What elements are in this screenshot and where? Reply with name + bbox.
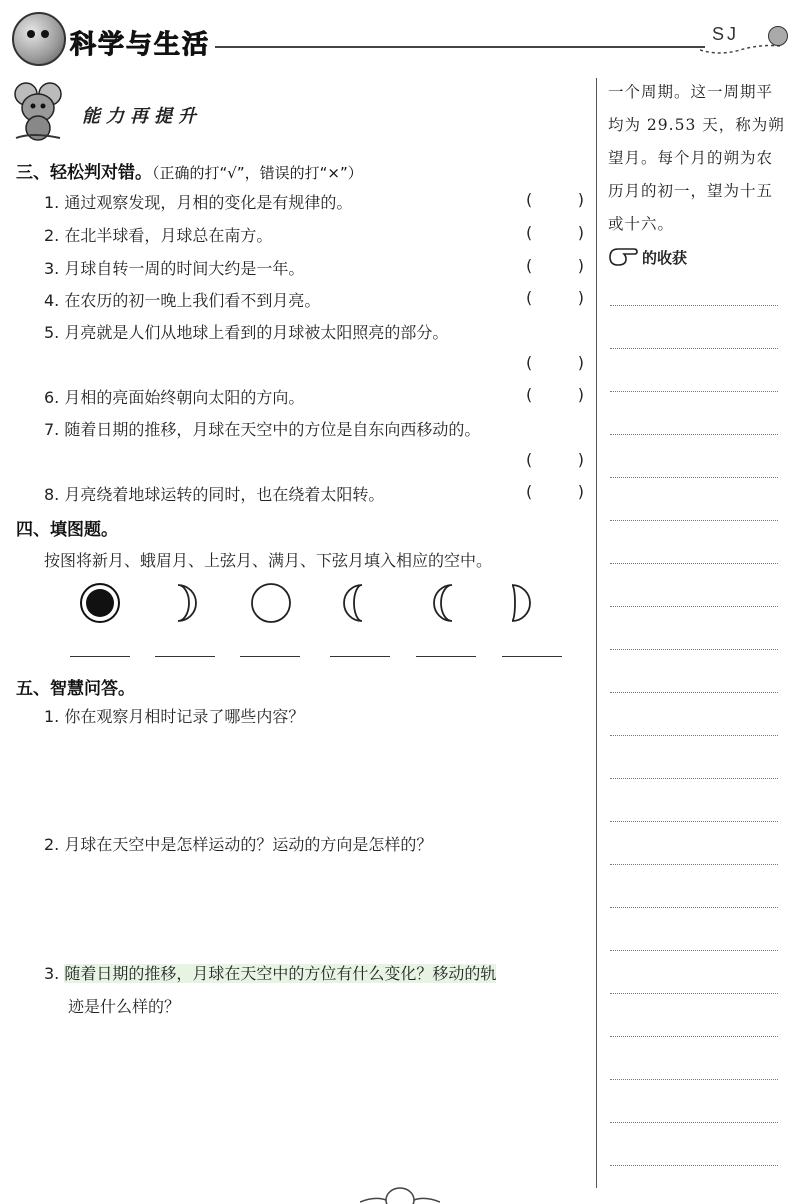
judge-item-4 <box>44 288 320 311</box>
note-line[interactable] <box>610 950 778 951</box>
paren-close: ) <box>577 385 584 404</box>
answer-box-3[interactable] <box>526 256 584 275</box>
section5-heading: 五、智慧问答。 <box>16 679 135 699</box>
note-line[interactable] <box>610 692 778 693</box>
note-line[interactable] <box>610 391 778 392</box>
note-line[interactable] <box>610 649 778 650</box>
judge-item-6 <box>44 385 304 408</box>
note-line[interactable] <box>610 993 778 994</box>
note-line[interactable] <box>610 778 778 779</box>
harvest-heading <box>608 246 687 268</box>
note-line[interactable] <box>610 1122 778 1123</box>
page-number-ornament-icon <box>360 1186 440 1204</box>
paren-open: ( <box>526 256 533 275</box>
answer-box-7[interactable] <box>526 450 584 469</box>
note-line[interactable] <box>610 305 778 306</box>
header-divider <box>215 46 705 48</box>
sidebar-line: 均为 29.53 天，称为朔 <box>608 116 785 134</box>
answer-box-4[interactable] <box>526 288 584 307</box>
section4-instruction: 按图将新月、蛾眉月、上弦月、满月、下弦月填入相应的空中。 <box>44 551 493 570</box>
item-text: 在农历的初一晚上我们看不到月亮。 <box>64 291 321 310</box>
pointing-hand-icon <box>608 246 638 268</box>
page-header <box>0 0 800 70</box>
item-text: 月亮就是人们从地球上看到的月球被太阳照亮的部分。 <box>64 323 449 342</box>
judge-item-8 <box>44 482 384 505</box>
banner-title: 能力再提升 <box>82 106 202 127</box>
judge-item-2 <box>44 223 272 246</box>
question-text-line2: 迹是什么样的？ <box>68 997 181 1016</box>
paren-open: ( <box>526 450 533 469</box>
answer-box-1[interactable] <box>526 190 584 209</box>
answer-box-8[interactable] <box>526 482 584 501</box>
item-num: 5. <box>44 323 60 342</box>
mouse-mascot-icon <box>12 80 64 142</box>
paren-close: ) <box>577 482 584 501</box>
sidebar-line: 历月的初一，望为十五 <box>608 182 774 200</box>
paren-open: ( <box>526 223 533 242</box>
note-line[interactable] <box>610 864 778 865</box>
star-icon <box>768 26 788 46</box>
paren-open: ( <box>526 190 533 209</box>
harvest-label: 的收获 <box>642 248 688 267</box>
answer-box-5[interactable] <box>526 353 584 372</box>
moon-phase-figures <box>60 578 580 628</box>
paren-open: ( <box>526 353 533 372</box>
item-text: 月球自转一周的时间大约是一年。 <box>64 259 305 278</box>
question-2 <box>44 828 584 861</box>
item-text: 随着日期的推移，月球在天空中的方位是自东向西移动的。 <box>64 420 481 439</box>
item-num: 4. <box>44 291 60 310</box>
question-num: 2. <box>44 835 60 854</box>
header-title: 科学与生活 <box>70 30 211 60</box>
note-line[interactable] <box>610 821 778 822</box>
note-line[interactable] <box>610 1079 778 1080</box>
judge-item-1 <box>44 190 352 213</box>
note-line[interactable] <box>610 563 778 564</box>
answer-blank-3[interactable] <box>240 656 300 657</box>
judge-item-3 <box>44 256 304 279</box>
answer-blank-2[interactable] <box>155 656 215 657</box>
sidebar-line: 一个周期。这一周期平 <box>608 83 774 101</box>
paren-close: ) <box>577 450 584 469</box>
item-num: 3. <box>44 259 60 278</box>
section3-title: 三、轻松判对错。 <box>16 163 152 183</box>
answer-blank-4[interactable] <box>330 656 390 657</box>
question-text-line1: 随着日期的推移，月球在天空中的方位有什么变化？移动的轨 <box>64 964 497 983</box>
item-num: 6. <box>44 388 60 407</box>
waxing-gibbous-icon <box>344 585 362 621</box>
note-line[interactable] <box>610 735 778 736</box>
paren-open: ( <box>526 288 533 307</box>
note-line[interactable] <box>610 434 778 435</box>
full-moon-icon <box>252 584 290 622</box>
judge-item-5 <box>44 320 448 343</box>
section3-note: （正确的打“√”，错误的打“×”） <box>152 164 363 182</box>
half-moon-icon <box>512 585 530 621</box>
answer-blank-5[interactable] <box>416 656 476 657</box>
sidebar-note <box>608 76 786 241</box>
question-text: 月球在天空中是怎样运动的？运动的方向是怎样的？ <box>64 835 433 854</box>
answer-blank-6[interactable] <box>502 656 562 657</box>
note-line[interactable] <box>610 348 778 349</box>
question-num: 3. <box>44 964 60 983</box>
column-divider <box>596 78 597 1188</box>
note-line[interactable] <box>610 606 778 607</box>
sidebar-line: 望月。每个月的朔为农 <box>608 149 774 167</box>
item-text: 在北半球看，月球总在南方。 <box>64 226 273 245</box>
question-3 <box>44 957 584 1023</box>
sidebar-line: 或十六。 <box>608 215 675 233</box>
answer-box-2[interactable] <box>526 223 584 242</box>
waning-crescent-icon <box>434 585 452 621</box>
paren-close: ) <box>577 288 584 307</box>
note-line[interactable] <box>610 907 778 908</box>
paren-close: ) <box>577 223 584 242</box>
paren-close: ) <box>577 256 584 275</box>
header-code: SJ <box>712 24 740 44</box>
judge-item-7 <box>44 417 480 440</box>
mascot-icon <box>12 12 66 66</box>
item-text: 月相的亮面始终朝向太阳的方向。 <box>64 388 305 407</box>
note-line[interactable] <box>610 1036 778 1037</box>
note-line[interactable] <box>610 1165 778 1166</box>
question-num: 1. <box>44 707 60 726</box>
item-num: 8. <box>44 485 60 504</box>
section4-heading: 四、填图题。 <box>16 520 118 540</box>
paren-close: ) <box>577 353 584 372</box>
paren-open: ( <box>526 385 533 404</box>
item-num: 2. <box>44 226 60 245</box>
item-num: 1. <box>44 193 60 212</box>
question-text: 你在观察月相时记录了哪些内容？ <box>64 707 305 726</box>
answer-blank-1[interactable] <box>70 656 130 657</box>
note-line[interactable] <box>610 477 778 478</box>
note-line[interactable] <box>610 520 778 521</box>
question-1 <box>44 700 584 733</box>
waxing-crescent-icon <box>178 585 196 621</box>
answer-box-6[interactable] <box>526 385 584 404</box>
item-text: 月亮绕着地球运转的同时，也在绕着太阳转。 <box>64 485 385 504</box>
item-num: 7. <box>44 420 60 439</box>
paren-open: ( <box>526 482 533 501</box>
section3-heading <box>16 158 363 183</box>
new-moon-icon <box>81 584 119 622</box>
paren-close: ) <box>577 190 584 209</box>
item-text: 通过观察发现，月相的变化是有规律的。 <box>64 193 353 212</box>
